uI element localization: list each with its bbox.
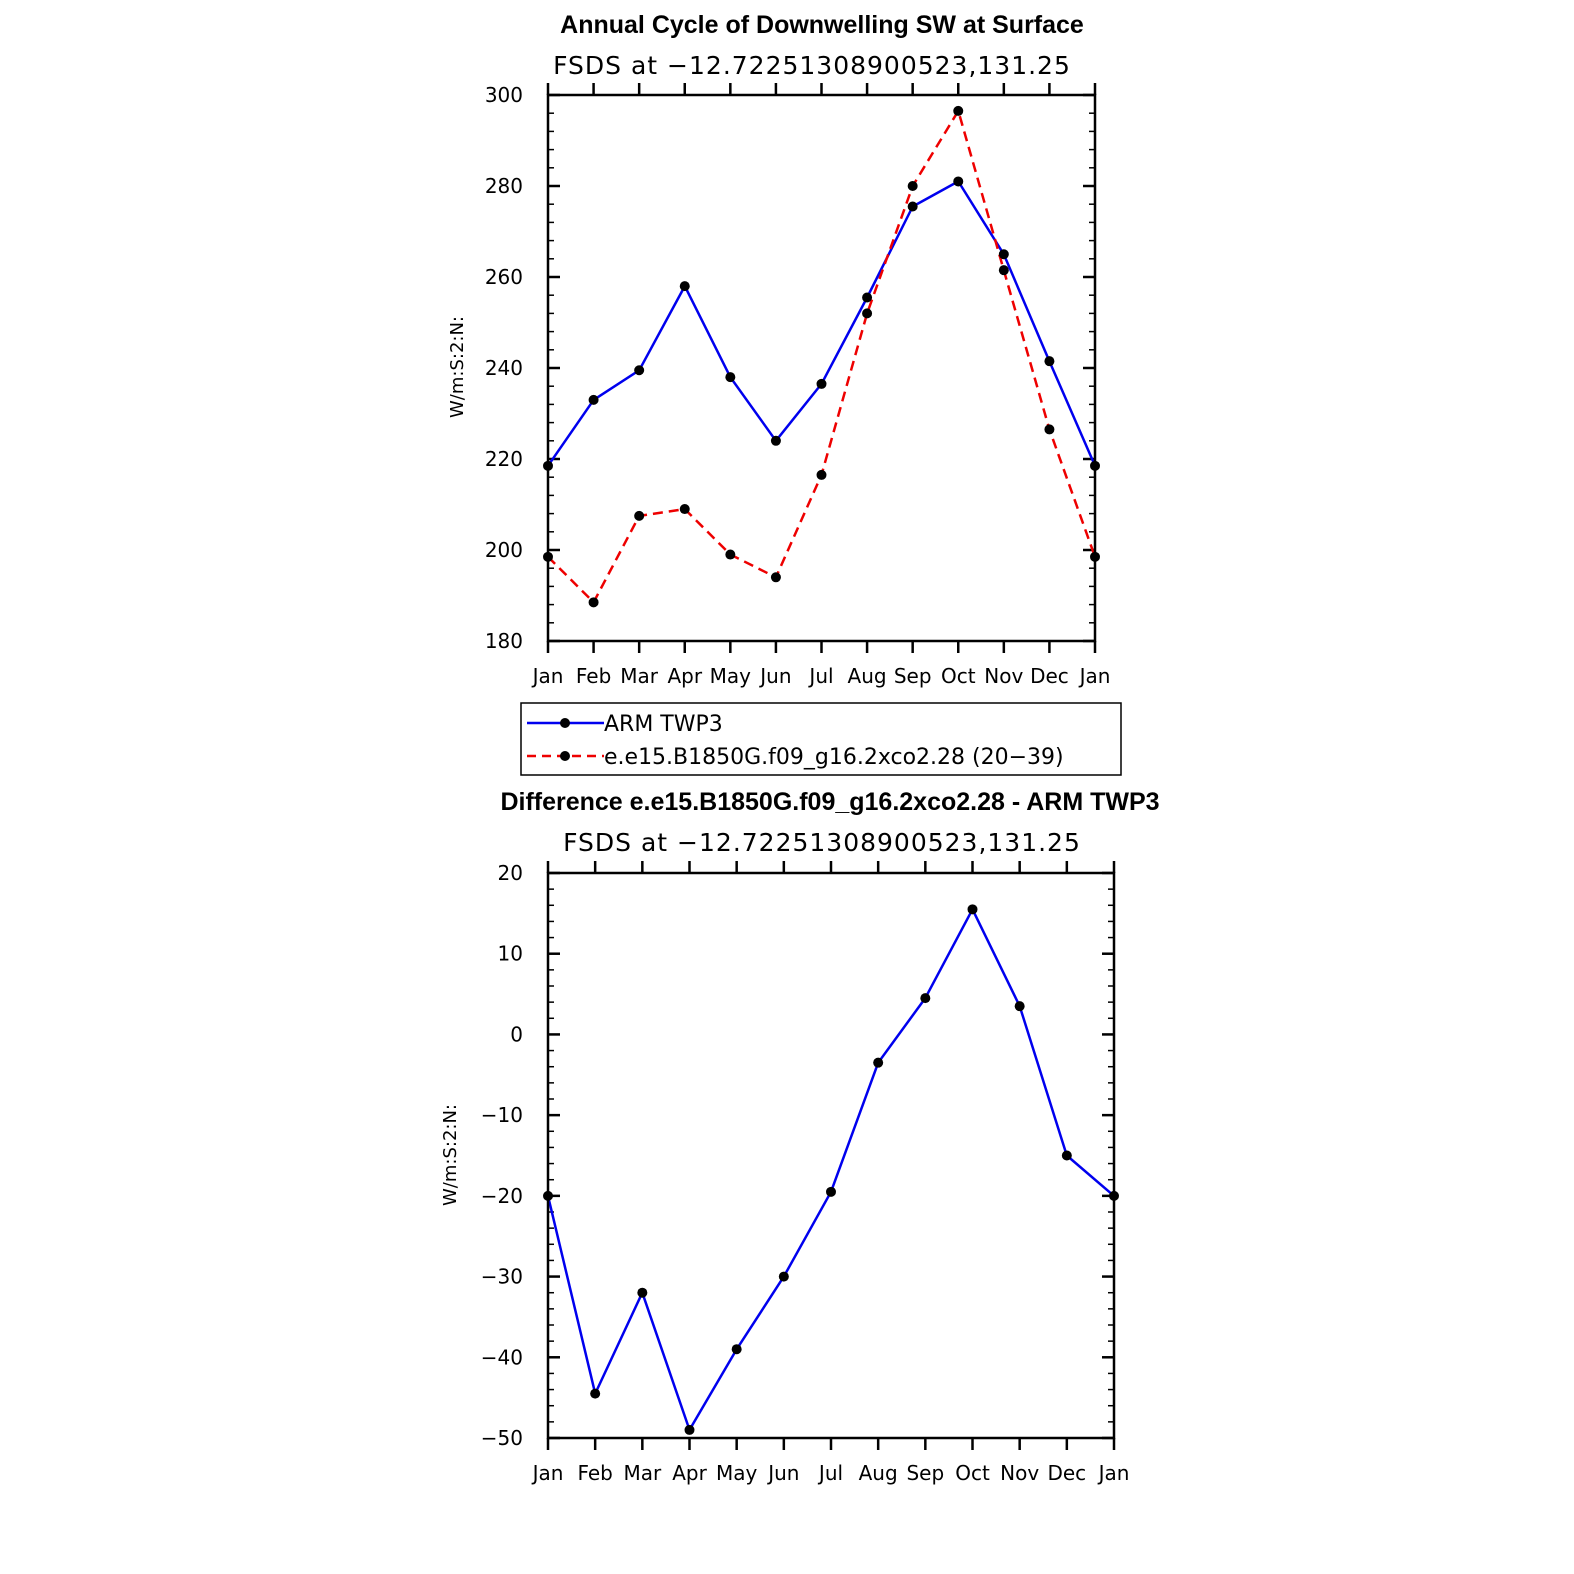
plot-frame: [548, 95, 1095, 641]
annual-cycle-panel: [447, 11, 1110, 688]
x-tick-label: Mar: [620, 664, 659, 688]
data-point-1: [999, 265, 1009, 275]
data-point-0: [725, 372, 735, 382]
x-tick-label: May: [709, 664, 752, 688]
x-tick-label: Jun: [760, 664, 792, 688]
legend-marker-model: [560, 751, 570, 761]
data-point-0: [685, 1425, 695, 1435]
data-point-0: [953, 176, 963, 186]
x-tick-label: Oct: [940, 664, 976, 688]
x-tick-label: Sep: [906, 1461, 945, 1485]
data-point-0: [680, 281, 690, 291]
data-point-0: [637, 1288, 647, 1298]
data-point-0: [873, 1058, 883, 1068]
y-tick-label: 0: [510, 1022, 523, 1047]
data-point-0: [732, 1344, 742, 1354]
data-point-0: [817, 379, 827, 389]
x-tick-label: Jan: [532, 1461, 564, 1485]
series-line-0: [548, 181, 1095, 465]
x-tick-label: Dec: [1047, 1461, 1087, 1485]
y-axis-label: W/m:S:2:N:: [440, 1104, 461, 1206]
x-tick-label: May: [715, 1461, 758, 1485]
data-point-1: [680, 504, 690, 514]
data-point-0: [779, 1272, 789, 1282]
plot-frame: [548, 873, 1114, 1438]
chart-subtitle: FSDS at −12.72251308900523,131.25: [553, 51, 1071, 80]
x-tick-label: Jan: [1098, 1461, 1130, 1485]
series-line-0: [548, 909, 1114, 1430]
data-point-1: [953, 106, 963, 116]
x-tick-label: Feb: [577, 1461, 613, 1485]
data-point-0: [908, 201, 918, 211]
x-tick-label: Aug: [847, 664, 887, 688]
chart-title: Difference e.e15.B1850G.f09_g16.2xco2.28 - ARM TWP3: [500, 788, 1160, 816]
legend: [521, 703, 1121, 775]
difference-panel: [440, 788, 1160, 1485]
x-tick-label: Nov: [1000, 1461, 1040, 1485]
y-tick-label: −10: [480, 1103, 523, 1128]
data-point-0: [920, 993, 930, 1003]
x-tick-label: Apr: [672, 1461, 707, 1485]
data-point-0: [589, 395, 599, 405]
y-tick-label: 200: [484, 538, 523, 562]
x-tick-label: Jul: [809, 664, 834, 688]
x-tick-label: Feb: [575, 664, 612, 688]
x-tick-label: Aug: [858, 1461, 898, 1485]
data-point-1: [817, 470, 827, 480]
y-tick-label: 20: [497, 861, 523, 885]
data-point-1: [589, 597, 599, 607]
x-tick-label: Apr: [667, 664, 703, 688]
legend-marker-arm: [560, 718, 570, 728]
data-point-0: [999, 249, 1009, 259]
data-point-1: [908, 181, 918, 191]
x-tick-label: Mar: [623, 1461, 662, 1485]
data-point-0: [862, 292, 872, 302]
data-point-0: [826, 1187, 836, 1197]
x-tick-label: Sep: [893, 664, 932, 688]
x-tick-label: Jan: [532, 664, 564, 688]
data-point-1: [1044, 424, 1054, 434]
y-tick-label: 300: [484, 83, 523, 107]
y-tick-label: 180: [484, 629, 523, 653]
x-tick-label: Dec: [1030, 664, 1069, 688]
x-tick-label: Nov: [984, 664, 1024, 688]
y-tick-label: 220: [484, 447, 523, 471]
data-point-0: [1015, 1001, 1025, 1011]
data-point-0: [1044, 356, 1054, 366]
data-point-0: [1062, 1151, 1072, 1161]
data-point-0: [968, 904, 978, 914]
x-tick-label: Jan: [1079, 664, 1111, 688]
data-point-1: [771, 572, 781, 582]
data-point-0: [634, 365, 644, 375]
data-point-1: [725, 550, 735, 560]
y-tick-label: 280: [484, 174, 523, 198]
x-tick-label: Oct: [955, 1461, 990, 1485]
y-tick-label: 260: [484, 265, 523, 289]
y-tick-label: −30: [480, 1264, 523, 1289]
y-tick-label: −50: [480, 1426, 523, 1450]
chart-title: Annual Cycle of Downwelling SW at Surface: [560, 11, 1084, 39]
y-tick-label: −40: [480, 1345, 523, 1370]
x-tick-label: Jun: [768, 1461, 800, 1485]
legend-label-model: e.e15.B1850G.f09_g16.2xco2.28 (20−39): [604, 745, 1064, 770]
data-point-0: [771, 436, 781, 446]
series-line-1: [548, 111, 1095, 602]
y-axis-label: W/m:S:2:N:: [447, 316, 468, 418]
data-point-1: [862, 308, 872, 318]
y-tick-label: 240: [484, 356, 523, 380]
y-tick-label: −20: [480, 1183, 523, 1208]
y-tick-label: 10: [497, 941, 523, 966]
legend-label-arm: ARM TWP3: [604, 712, 723, 737]
data-point-0: [590, 1389, 600, 1399]
x-tick-label: Jul: [818, 1461, 844, 1485]
chart-subtitle: FSDS at −12.72251308900523,131.25: [563, 828, 1081, 857]
data-point-1: [634, 511, 644, 521]
